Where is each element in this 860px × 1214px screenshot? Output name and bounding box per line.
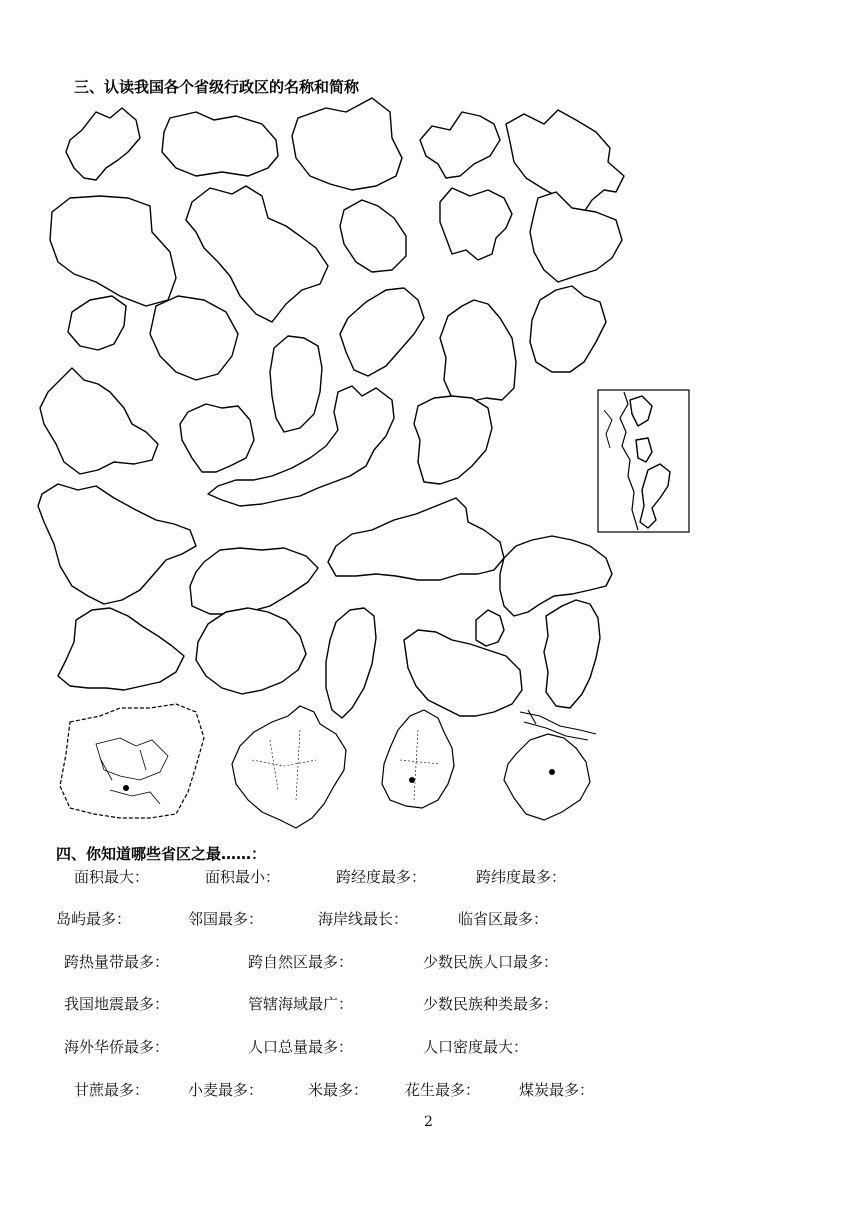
province-outline xyxy=(180,404,254,472)
province-outline xyxy=(270,336,322,432)
question-row xyxy=(0,1079,860,1101)
question-item: 人口总量最多： xyxy=(248,1038,354,1056)
province-outline xyxy=(476,610,504,646)
province-outline xyxy=(66,108,140,180)
question-item: 人口密度最大： xyxy=(423,1038,529,1056)
question-item: 少数民族人口最多： xyxy=(423,953,559,971)
question-item: 甘蔗最多： xyxy=(74,1081,150,1099)
province-outline xyxy=(326,608,376,718)
detail-map-beijing xyxy=(232,706,346,828)
question-item: 花生最多： xyxy=(405,1081,481,1099)
province-outline xyxy=(340,288,424,376)
province-outline xyxy=(544,600,600,708)
question-item: 海岸线最长： xyxy=(318,910,409,928)
question-item: 临省区最多： xyxy=(458,910,549,928)
question-row xyxy=(0,951,860,973)
question-item: 米最多： xyxy=(308,1081,369,1099)
province-outline xyxy=(506,110,624,212)
question-item: 少数民族种类最多： xyxy=(423,995,559,1013)
question-row xyxy=(0,908,860,930)
province-outline xyxy=(190,548,318,614)
question-item: 跨经度最多： xyxy=(336,868,427,886)
province-outline xyxy=(58,608,184,690)
province-outline xyxy=(420,112,500,178)
question-item: 面积最小： xyxy=(205,868,281,886)
detail-map-tianjin xyxy=(382,710,454,808)
question-item: 跨热量带最多： xyxy=(64,953,170,971)
question-item: 海外华侨最多： xyxy=(64,1038,170,1056)
province-outline xyxy=(530,286,606,372)
province-outline xyxy=(68,296,126,350)
detail-map-shanghai xyxy=(504,710,596,820)
province-outline xyxy=(50,196,176,306)
province-outline xyxy=(404,630,522,716)
question-item: 小麦最多： xyxy=(188,1081,264,1099)
province-outline xyxy=(292,98,402,190)
question-item: 管辖海域最广： xyxy=(248,995,354,1013)
province-outline xyxy=(414,396,492,484)
province-outline xyxy=(500,536,612,616)
section3-title: 三、认读我国各个省级行政区的名称和简称 xyxy=(74,78,360,96)
question-item: 面积最大： xyxy=(74,868,150,886)
question-row xyxy=(0,866,860,888)
province-outline xyxy=(38,484,196,604)
province-outline xyxy=(440,300,516,402)
question-row xyxy=(0,1036,860,1058)
question-item: 跨纬度最多： xyxy=(476,868,567,886)
question-row xyxy=(0,993,860,1015)
province-outline xyxy=(440,188,512,260)
question-item: 岛屿最多： xyxy=(56,910,132,928)
question-item: 我国地震最多： xyxy=(64,995,170,1013)
page-number: 2 xyxy=(424,1114,433,1130)
province-outline xyxy=(196,608,306,694)
province-outline xyxy=(328,498,504,580)
province-outline xyxy=(340,200,406,272)
detail-map-hongkong xyxy=(60,704,204,818)
question-item: 跨自然区最多： xyxy=(248,953,354,971)
province-outline xyxy=(40,368,158,474)
section4-title: 四、你知道哪些省区之最……： xyxy=(56,845,267,863)
question-item: 邻国最多： xyxy=(188,910,264,928)
question-item: 煤炭最多： xyxy=(519,1081,595,1099)
province-outline xyxy=(150,296,238,380)
province-outline xyxy=(162,112,278,176)
